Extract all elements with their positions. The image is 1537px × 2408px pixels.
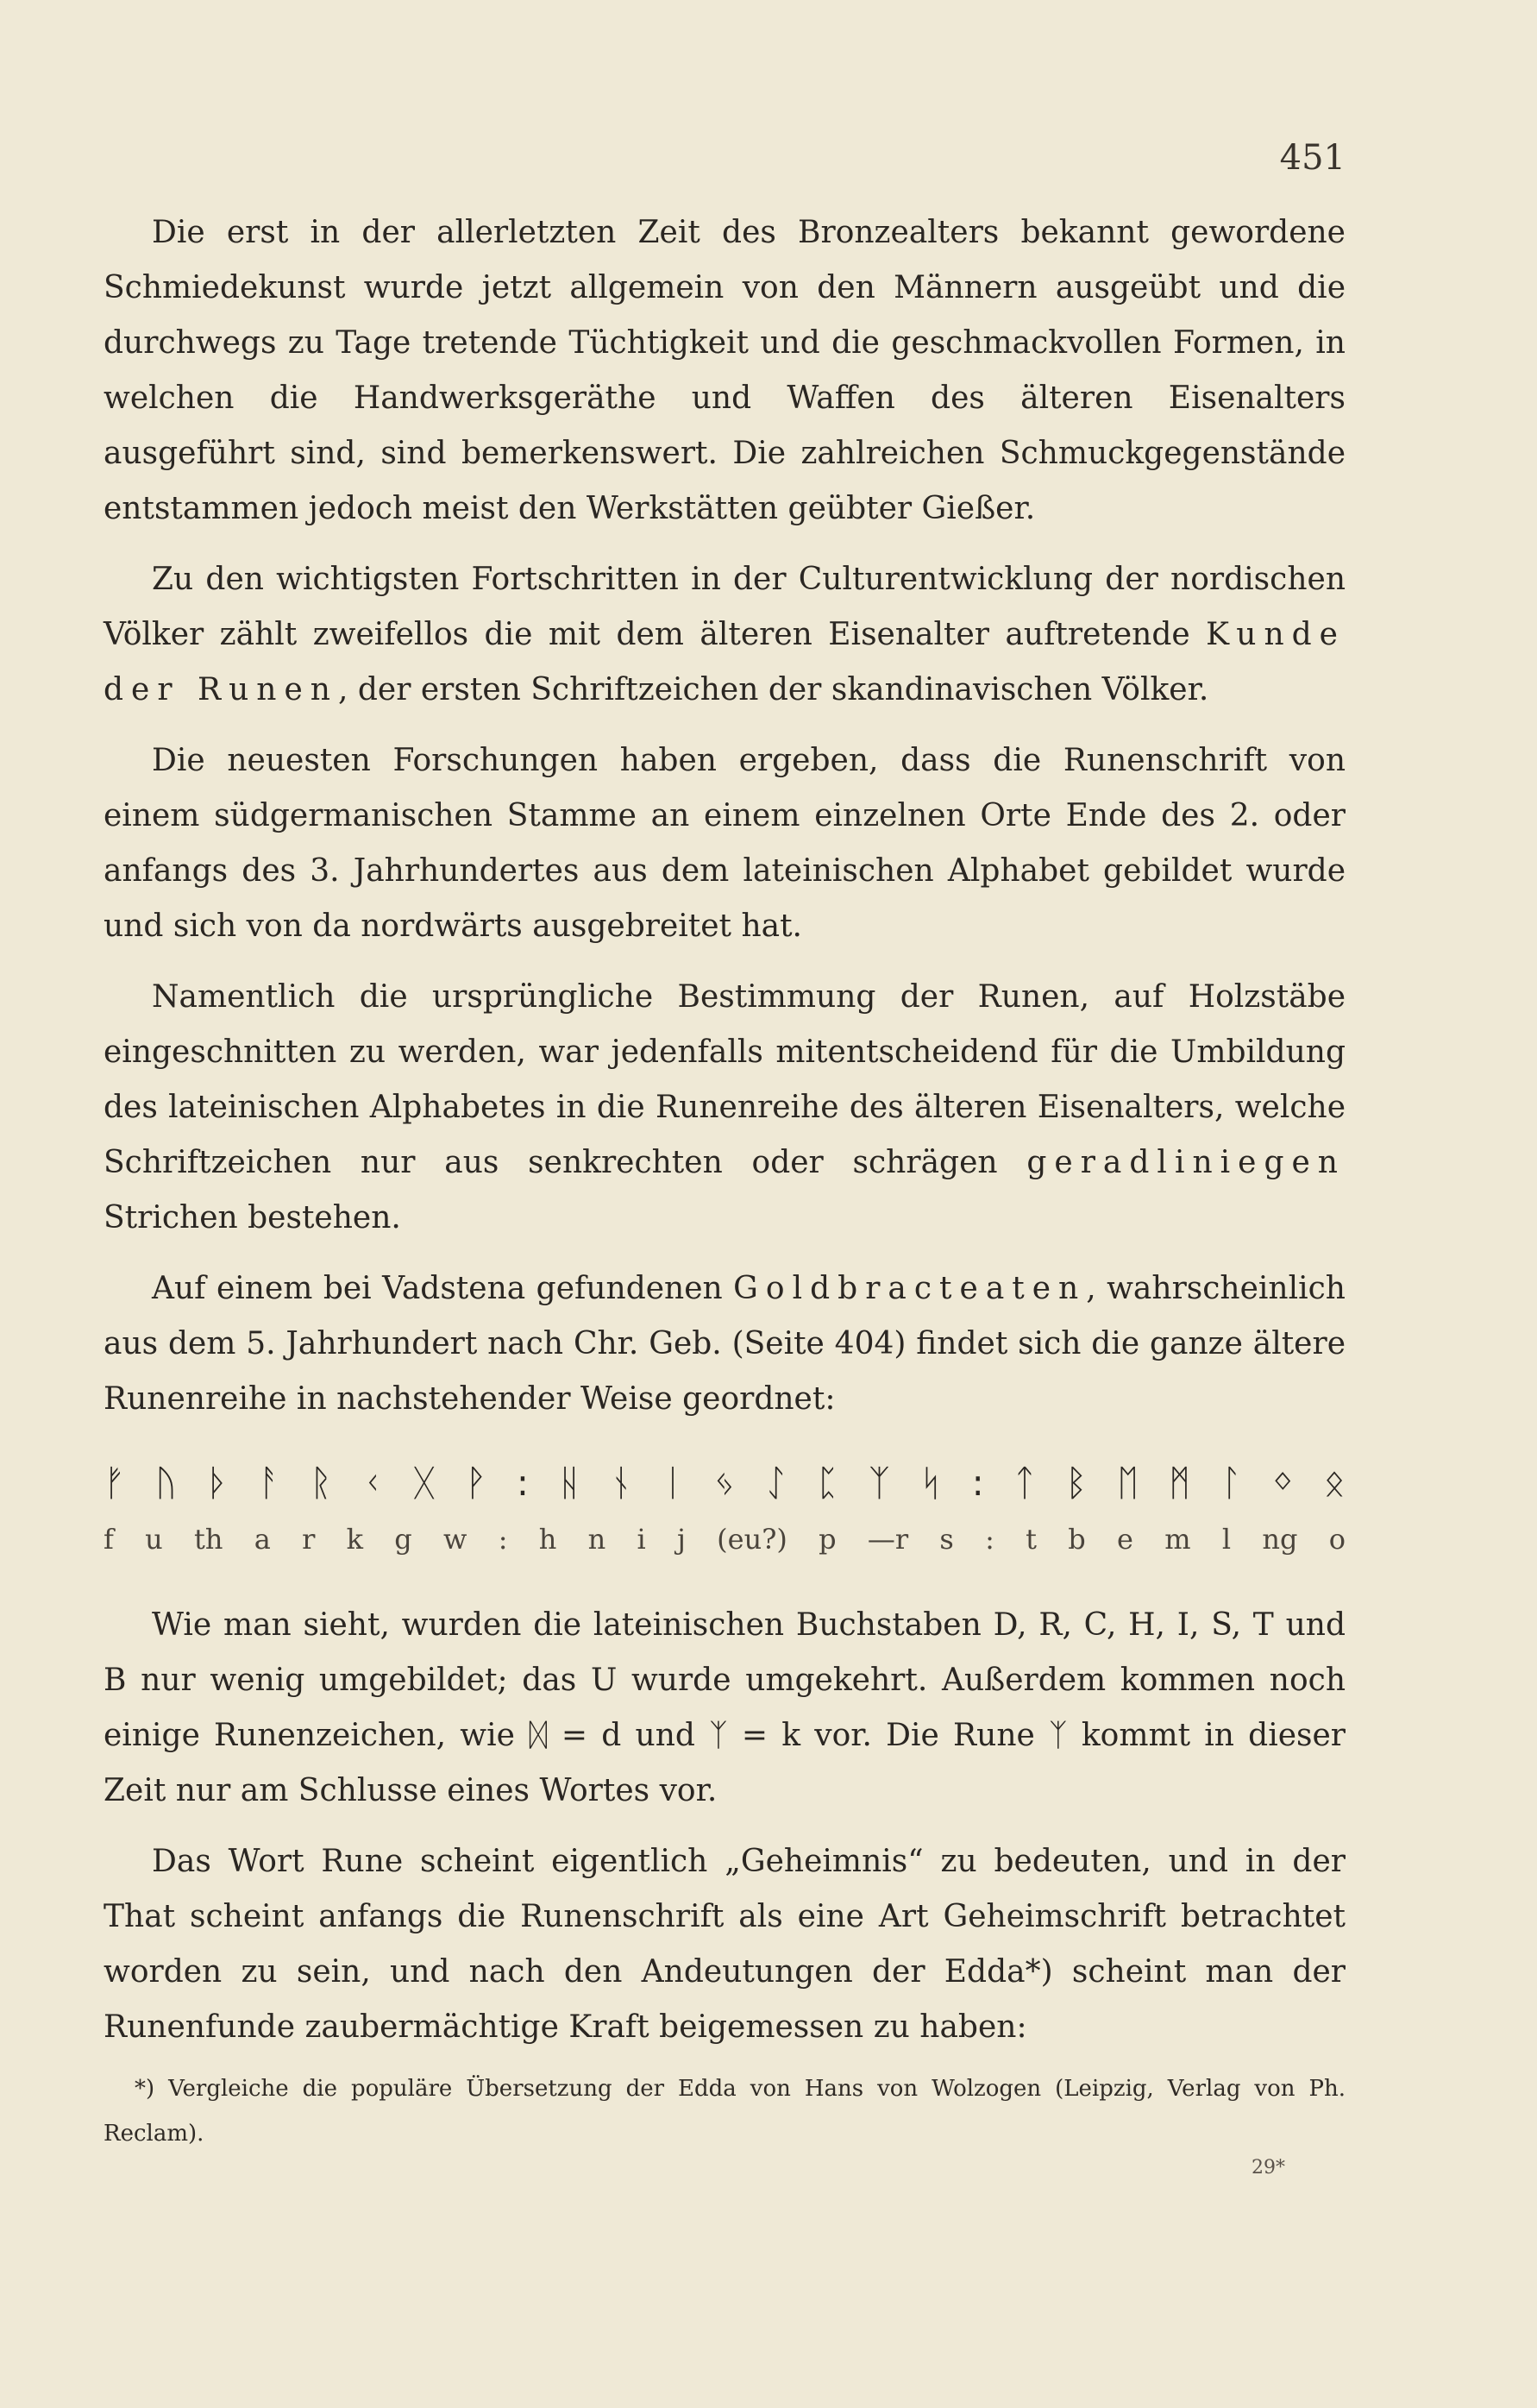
paragraph-4-text-a: Namentlich die ursprüngliche Bestimmung der Runen, auf Holzstäbe eingeschnitten zu werden, war jedenfalls mitentscheidend für die Umbildung des lateinischen Alphabetes in die Runenreihe des älteren Eisenalters, welche Schriftzeichen nur aus senkrechten oder schrägen [104,979,1346,1180]
rune-glyph: ᚠ [104,1462,126,1504]
rune-glyph: ᛗ [1168,1462,1191,1504]
rune-glyph: ᛒ [1065,1462,1088,1504]
translit-letter: —r [867,1523,909,1556]
translit-letter: p [819,1523,837,1556]
rune-glyph: ᚹ [465,1462,487,1504]
paragraph-2 [104,552,1346,718]
rune-separator: : [971,1462,984,1504]
footnote: *) Vergleiche die populäre Übersetzung der Edda von Hans von Wolzogen (Leipzig, Verlag von Ph. Reclam). [104,2076,1346,2147]
paragraph-2-text-b: , der ersten Schriftzeichen der skandinavischen Völker. [337,672,1209,707]
translit-letter: n [587,1523,606,1556]
rune-glyph: ᚢ [154,1462,178,1504]
rune-separator: : [516,1462,530,1504]
paragraph-3: Die neuesten Forschungen haben ergeben, dass die Runenschrift von einem südgermanischen Stamme an einem einzelnen Orte Ende des 2. oder anfangs des 3. Jahrhundertes aus dem lateinischen Alphabet gebildet wurde und sich von da nordwärts ausgebreitet hat. [104,743,1346,944]
translit-letter: g [394,1523,412,1556]
paragraph-5 [104,1261,1346,1427]
paragraph-2-text-a: Zu den wichtigsten Fortschritten in der Culturentwicklung der nordischen Völker zählt zweifellos die mit dem älteren Eisenalter auftretende [104,562,1346,652]
translit-letter: w [443,1523,467,1556]
rune-glyph: ᛏ [1013,1462,1036,1504]
paragraph-5-text-a: Auf einem bei Vadstena gefundenen [152,1271,723,1306]
rune-glyph: ᛟ [1323,1462,1346,1504]
rune-glyph: ᚲ [361,1462,384,1504]
translit-letter: th [193,1523,223,1556]
translit-letter: l [1221,1523,1232,1556]
emphasis-kunde-der-runen: Kunde der Runen [104,617,1346,707]
translit-letter: m [1164,1523,1191,1556]
translit-letter: e [1117,1523,1133,1556]
rune-glyph: ᚦ [206,1462,229,1504]
paragraph-4-text-b: Strichen bestehen. [104,1200,401,1235]
translit-letter: s [939,1523,954,1556]
rune-glyph: ᛋ [919,1462,942,1504]
rune-glyph: ᛚ [1220,1462,1243,1504]
emphasis-goldbracteaten: Goldbracteaten [733,1271,1087,1306]
translit-letter: o [1328,1523,1346,1556]
rune-glyph: ᛖ [1117,1462,1139,1504]
translit-letter: (eu?) [717,1523,787,1556]
translit-letter: i [637,1523,646,1556]
rune-glyph: ᛁ [662,1462,684,1504]
rune-glyph: ᛃ [713,1462,736,1504]
rune-glyph: ᛇ [765,1462,787,1504]
rune-glyph: ᚺ [558,1462,580,1504]
translit-letter: b [1068,1523,1086,1556]
paragraph-6: Wie man sieht, wurden die lateinischen Buchstaben D, R, C, H, I, S, T und B nur wenig umgebildet; das U wurde umgekehrt. Außerdem kommen noch einige Runenzeichen, wie ᛞ = d und ᛉ = k vor. Die Rune ᛉ kommt in dieser Zeit nur am Schlusse eines Wortes vor. [104,1607,1346,1808]
rune-glyph: ᚱ [310,1462,332,1504]
translit-letter: a [254,1523,271,1556]
paragraph-5-text-b: , wahrscheinlich aus dem 5. Jahrhundert nach Chr. Geb. (Seite 404) findet sich die ganze ältere Runenreihe in nachstehender Weise geordnet: [104,1271,1346,1417]
rune-glyph: ᚨ [258,1462,280,1504]
rune-row [104,1456,1346,1510]
translit-separator: : [498,1523,508,1556]
page-number: 451 [1279,138,1346,178]
translit-letter: t [1026,1523,1038,1556]
emphasis-geradliniegen: geradliniegen [1026,1145,1346,1180]
page-body [104,205,1346,2071]
signature-mark: 29* [1252,2157,1285,2179]
translit-letter: ng [1262,1523,1298,1556]
translit-letter: k [346,1523,364,1556]
paragraph-7: Das Wort Rune scheint eigentlich „Geheimnis“ zu bedeuten, und in der That scheint anfangs die Runenschrift als eine Art Geheimschrift betrachtet worden zu sein, und nach den Andeutungen der Edda*) scheint man der Runenfunde zaubermächtige Kraft beigemessen zu haben: [104,1844,1346,2045]
paragraph-4 [104,970,1346,1246]
rune-glyph: ᛉ [868,1462,891,1504]
translit-letter: u [145,1523,163,1556]
rune-glyph: ᛜ [1271,1462,1294,1504]
translit-letter: j [676,1523,686,1556]
transliteration-row [104,1515,1346,1563]
rune-glyph: ᚾ [610,1462,632,1504]
translit-letter: r [302,1523,316,1556]
translit-separator: : [985,1523,994,1556]
translit-letter: h [538,1523,557,1556]
rune-glyph: ᛈ [816,1462,839,1504]
rune-glyph: ᚷ [413,1462,436,1504]
paragraph-1: Die erst in der allerletzten Zeit des Bronzealters bekannt gewordene Schmiedekunst wurde jetzt allgemein von den Männern ausgeübt und die durchwegs zu Tage tretende Tüchtigkeit und die geschmackvollen Formen, in welchen die Handwerksgeräthe und Waffen des älteren Eisenalters ausgeführt sind, sind bemerkenswert. Die zahlreichen Schmuckgegenstände entstammen jedoch meist den Werkstätten geübter Gießer. [104,215,1346,526]
translit-letter: f [104,1523,114,1556]
